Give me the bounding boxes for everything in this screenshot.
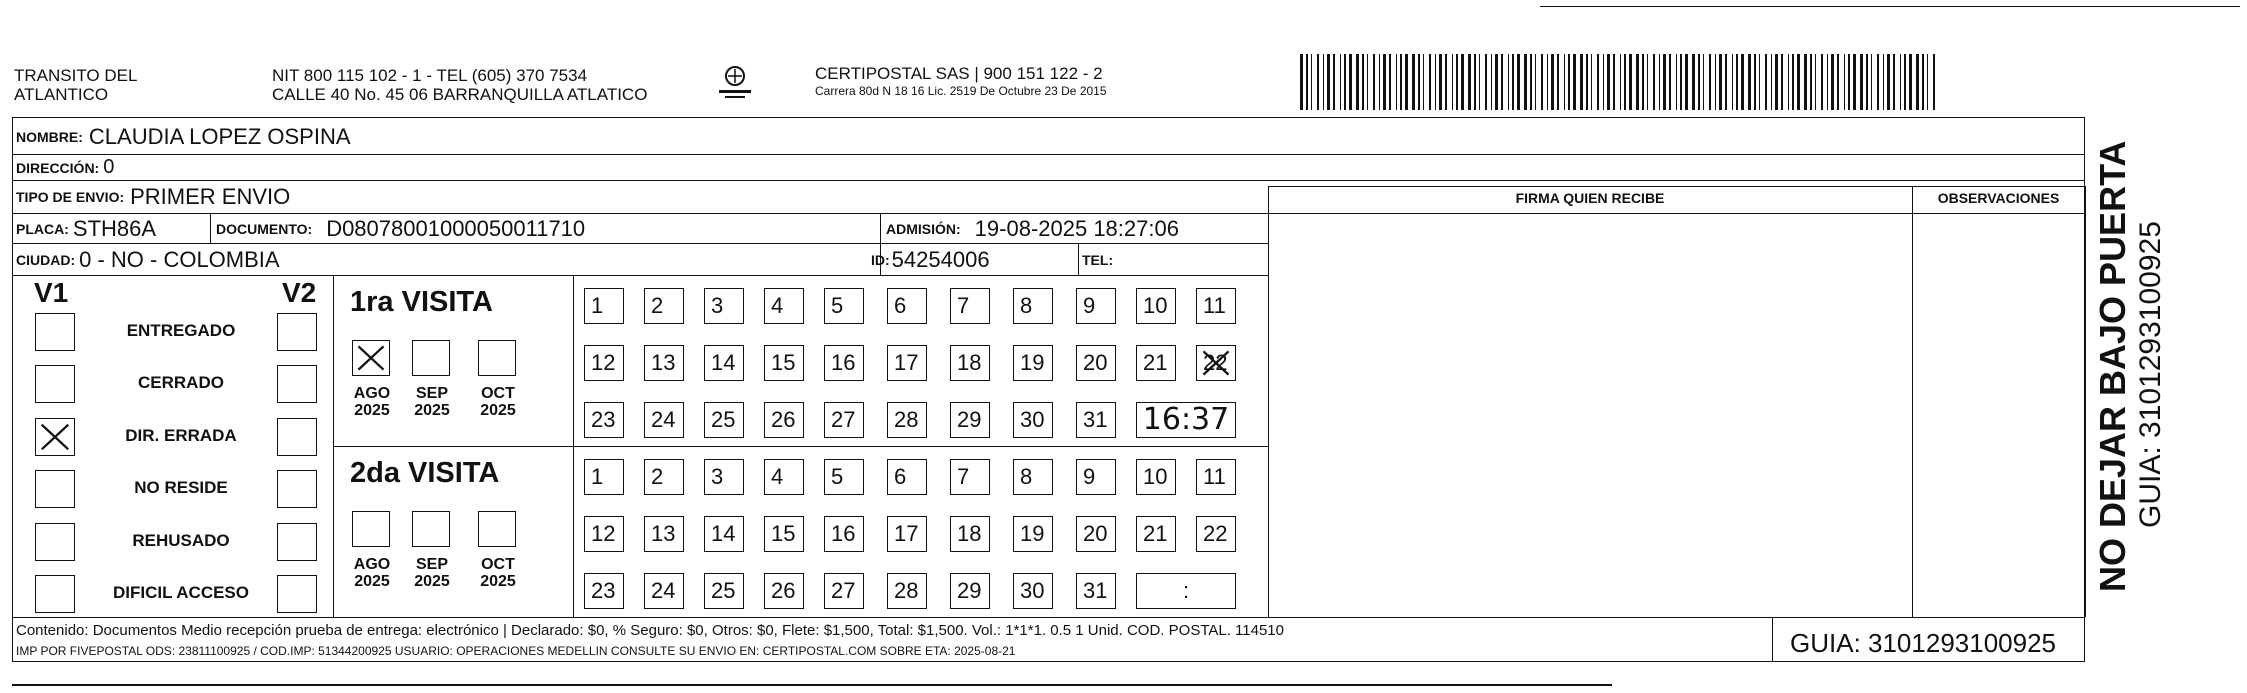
- bottom-rule: [12, 684, 1612, 686]
- barcode-bar: [1736, 54, 1738, 110]
- month-name: OCT: [481, 556, 515, 573]
- barcode-bar: [1848, 54, 1850, 110]
- month-year: 2025: [480, 573, 516, 590]
- barcode-bar: [1887, 54, 1890, 110]
- footer-guia: GUIA: 3101293100925: [1790, 628, 2056, 658]
- day-box[interactable]: 9: [1076, 459, 1116, 495]
- barcode-bar: [1916, 54, 1919, 110]
- barcode-bar: [1725, 54, 1727, 110]
- day-box[interactable]: 18: [950, 345, 990, 381]
- day-box[interactable]: 18: [950, 516, 990, 552]
- v1-header: V1: [34, 277, 69, 308]
- barcode-bar: [1759, 54, 1760, 110]
- barcode-bar: [1933, 54, 1935, 110]
- day-box[interactable]: 28: [887, 402, 927, 438]
- side-guia: GUIA: 3101293100925: [2134, 221, 2167, 528]
- day-box[interactable]: 23: [584, 402, 624, 438]
- barcode-bar: [1389, 54, 1391, 110]
- day-box[interactable]: 14: [704, 516, 744, 552]
- month-year: 2025: [480, 402, 516, 419]
- v1-checkbox[interactable]: [35, 313, 75, 351]
- admision-field: ADMISIÓN: 19-08-2025 18:27:06: [886, 215, 1179, 241]
- barcode-bar: [1573, 54, 1576, 110]
- day-box[interactable]: 13: [644, 516, 684, 552]
- day-box[interactable]: 10: [1136, 288, 1176, 324]
- col-divider: [210, 213, 211, 243]
- status-option-label: NO RESIDE: [134, 478, 228, 497]
- v2-checkbox[interactable]: [277, 575, 317, 613]
- barcode-bar: [1512, 54, 1514, 110]
- status-option-label: DIR. ERRADA: [125, 426, 237, 445]
- barcode-bar: [1323, 54, 1324, 110]
- signature-header-rule: [1268, 186, 2085, 187]
- barcode-bar: [1591, 54, 1592, 110]
- day-number: 22: [1203, 350, 1228, 375]
- barcode-bar: [1333, 54, 1335, 110]
- barcode-bar: [1586, 54, 1588, 110]
- barcode-bar: [1719, 54, 1722, 110]
- day-box[interactable]: 24: [644, 402, 684, 438]
- barcode-bar: [1530, 54, 1532, 110]
- barcode-bar: [1792, 54, 1794, 110]
- col-divider: [1268, 186, 1269, 617]
- barcode-bar: [1603, 54, 1604, 110]
- day-box[interactable]: 25: [704, 402, 744, 438]
- barcode-bar: [1340, 54, 1341, 110]
- v1-checkbox[interactable]: [35, 418, 75, 456]
- barcode-bar: [1306, 54, 1308, 110]
- observaciones-header: OBSERVACIONES: [1937, 190, 2060, 206]
- barcode-bar: [1904, 54, 1906, 110]
- barcode-bar: [1568, 54, 1570, 110]
- barcode-bar: [1383, 54, 1386, 110]
- barcode-bar: [1821, 54, 1823, 110]
- documento-field: DOCUMENTO: D08078001000050011710: [216, 215, 586, 241]
- barcode-bar: [1501, 54, 1503, 110]
- day-box[interactable]: 31: [1076, 402, 1116, 438]
- barcode-bar: [1580, 54, 1583, 110]
- barcode-bar: [1853, 54, 1856, 110]
- day-box[interactable]: 17: [887, 345, 927, 381]
- barcode-bar: [1900, 54, 1901, 110]
- visit-divider: [333, 446, 1268, 447]
- visit-time-field[interactable]: :: [1136, 573, 1236, 609]
- barcode-bar: [1827, 54, 1828, 110]
- carrier-logo-icon: [715, 62, 755, 102]
- status-option-label: DIFICIL ACCESO: [112, 583, 249, 602]
- barcode-bar: [1642, 54, 1644, 110]
- col-divider: [1912, 186, 1913, 617]
- barcode-bar: [1871, 54, 1872, 110]
- day-box[interactable]: 1: [584, 459, 624, 495]
- barcode-bar: [1456, 54, 1458, 110]
- day-box[interactable]: 11: [1196, 288, 1236, 324]
- barcode-bar: [1541, 54, 1543, 110]
- day-box[interactable]: 7: [950, 459, 990, 495]
- day-box[interactable]: 14: [704, 345, 744, 381]
- day-box[interactable]: 21: [1136, 516, 1176, 552]
- barcode-bar: [1620, 54, 1621, 110]
- barcode-bar: [1439, 54, 1442, 110]
- day-box[interactable]: 4: [764, 288, 804, 324]
- barcode-bar: [1810, 54, 1812, 110]
- barcode-bar: [1659, 54, 1660, 110]
- v2-header: V2: [282, 277, 317, 308]
- month-checkbox[interactable]: [412, 340, 450, 376]
- carrier-info: CERTIPOSTAL SAS | 900 151 122 - 2 Carrera 80d N 18 16 Lic. 2519 De Octubre 23 De 2015: [815, 64, 1107, 98]
- day-box[interactable]: 27: [824, 573, 864, 609]
- day-box[interactable]: 23: [584, 573, 624, 609]
- col-divider: [1078, 243, 1079, 275]
- day-box[interactable]: 29: [950, 402, 990, 438]
- barcode-bar: [1547, 54, 1548, 110]
- barcode-bar: [1400, 54, 1402, 110]
- barcode-bar: [1613, 54, 1615, 110]
- barcode-bar: [1669, 54, 1671, 110]
- v1-checkbox[interactable]: [35, 470, 75, 508]
- barcode-bar: [1715, 54, 1716, 110]
- barcode-bar: [1771, 54, 1772, 110]
- month-name: SEP: [415, 556, 448, 573]
- barcode-bar: [1349, 54, 1352, 110]
- tipo-envio-field: TIPO DE ENVIO: PRIMER ENVIO: [16, 184, 291, 209]
- footer-imp: IMP POR FIVEPOSTAL ODS: 23811100925 / COD.IMP: 51344200925 USUARIO: OPERACIONES MEDELLIN CONSULTE SU ENVIO EN: CERTIPOSTAL.COM SOBRE ETA: 2025-08-21: [16, 644, 1016, 658]
- barcode-bar: [1685, 54, 1688, 110]
- barcode-bar: [1692, 54, 1695, 110]
- barcode-bar: [1479, 54, 1480, 110]
- month-label: [470, 385, 526, 419]
- col-divider: [1772, 617, 1773, 662]
- day-box[interactable]: 19: [1013, 345, 1053, 381]
- barcode-bar: [1557, 54, 1559, 110]
- barcode-bar: [1344, 54, 1346, 110]
- barcode-bar: [1435, 54, 1436, 110]
- barcode-bar: [1468, 54, 1471, 110]
- barcode-bar: [1629, 54, 1632, 110]
- barcode-bar: [1517, 54, 1520, 110]
- barcode-bar: [1317, 54, 1319, 110]
- barcode-bar: [1741, 54, 1744, 110]
- day-box[interactable]: 26: [764, 573, 804, 609]
- day-box[interactable]: 20: [1076, 345, 1116, 381]
- day-box[interactable]: 16: [824, 516, 864, 552]
- day-box[interactable]: 2: [644, 459, 684, 495]
- day-box[interactable]: 16: [824, 345, 864, 381]
- row-divider: [12, 275, 1268, 276]
- barcode-bar: [1732, 54, 1733, 110]
- row-divider: [12, 154, 2085, 155]
- day-box[interactable]: 3: [704, 288, 744, 324]
- visit-title: 2da VISITA: [350, 457, 500, 489]
- barcode-bar: [1429, 54, 1431, 110]
- issuer-name: TRANSITO DEL ATLANTICO: [14, 66, 138, 104]
- day-box[interactable]: 30: [1013, 402, 1053, 438]
- month-year: 2025: [354, 573, 390, 590]
- barcode-bar: [1788, 54, 1789, 110]
- barcode-bar: [1647, 54, 1648, 110]
- day-box[interactable]: 15: [764, 516, 804, 552]
- barcode-bar: [1775, 54, 1778, 110]
- barcode-bar: [1495, 54, 1498, 110]
- day-box[interactable]: 5: [824, 288, 864, 324]
- barcode-bar: [1893, 54, 1895, 110]
- barcode-bar: [1877, 54, 1879, 110]
- barcode-bar: [1356, 54, 1359, 110]
- barcode-bar: [1452, 54, 1453, 110]
- day-box[interactable]: 27: [824, 402, 864, 438]
- barcode-bar: [1663, 54, 1666, 110]
- side-warning: NO DEJAR BAJO PUERTA: [2092, 140, 2133, 592]
- day-box[interactable]: [1196, 345, 1236, 381]
- day-mark-icon: [1197, 346, 1235, 380]
- day-box[interactable]: 5: [824, 459, 864, 495]
- barcode-bar: [1927, 54, 1928, 110]
- barcode-bar: [1461, 54, 1464, 110]
- col-divider: [2085, 186, 2086, 617]
- barcode-bar: [1765, 54, 1767, 110]
- barcode-bar: [1373, 54, 1375, 110]
- month-name: AGO: [353, 556, 391, 573]
- day-box[interactable]: 19: [1013, 516, 1053, 552]
- day-box[interactable]: 20: [1076, 516, 1116, 552]
- barcode-bar: [1597, 54, 1599, 110]
- day-box[interactable]: 12: [584, 516, 624, 552]
- day-box[interactable]: 2: [644, 288, 684, 324]
- tel-field: TEL:: [1082, 252, 1114, 268]
- barcode-bar: [1698, 54, 1700, 110]
- firma-header: FIRMA QUIEN RECIBE: [1515, 190, 1665, 206]
- barcode-bar: [1653, 54, 1655, 110]
- month-name: SEP: [415, 385, 448, 402]
- day-box[interactable]: 15: [764, 345, 804, 381]
- day-box[interactable]: 28: [887, 573, 927, 609]
- day-box[interactable]: 13: [644, 345, 684, 381]
- day-box[interactable]: 24: [644, 573, 684, 609]
- month-checkbox[interactable]: [352, 511, 390, 547]
- barcode-bar: [1748, 54, 1751, 110]
- day-box[interactable]: 21: [1136, 345, 1176, 381]
- status-option-label: CERRADO: [138, 373, 224, 392]
- barcode-bar: [1300, 54, 1303, 110]
- status-option-label: REHUSADO: [132, 531, 230, 550]
- barcode-bar: [1831, 54, 1834, 110]
- barcode-bar: [1676, 54, 1677, 110]
- barcode-bar: [1405, 54, 1408, 110]
- barcode-bar: [1551, 54, 1554, 110]
- barcode-bar: [1535, 54, 1536, 110]
- visit-title: 1ra VISITA: [350, 286, 493, 318]
- v1-checkbox[interactable]: [35, 523, 75, 561]
- day-box[interactable]: 25: [704, 573, 744, 609]
- id-field: ID: 54254006: [871, 247, 990, 272]
- barcode-bar: [1922, 54, 1924, 110]
- barcode-bar: [1883, 54, 1884, 110]
- barcode-bar: [1396, 54, 1397, 110]
- day-box[interactable]: 8: [1013, 288, 1053, 324]
- day-box[interactable]: 3: [704, 459, 744, 495]
- barcode-bar: [1636, 54, 1639, 110]
- barcode-bar: [1815, 54, 1816, 110]
- barcode-bar: [1362, 54, 1364, 110]
- month-label: [344, 385, 400, 419]
- top-rule: [1540, 6, 2240, 7]
- v2-checkbox[interactable]: [277, 313, 317, 351]
- day-box[interactable]: 22: [1196, 516, 1236, 552]
- day-box[interactable]: 8: [1013, 459, 1053, 495]
- visit-time-field[interactable]: 16:37: [1136, 402, 1236, 438]
- month-checkbox[interactable]: [478, 511, 516, 547]
- v2-checkbox[interactable]: [277, 365, 317, 403]
- month-label: [344, 556, 400, 590]
- placa-field: PLACA: STH86A: [16, 215, 157, 241]
- status-option-label: ENTREGADO: [126, 321, 236, 340]
- day-box[interactable]: 17: [887, 516, 927, 552]
- v1-checkbox[interactable]: [35, 365, 75, 403]
- barcode-bar: [1508, 54, 1509, 110]
- day-box[interactable]: 29: [950, 573, 990, 609]
- barcode-bar: [1445, 54, 1447, 110]
- nombre-field: NOMBRE: CLAUDIA LOPEZ OSPINA: [16, 124, 351, 149]
- day-box[interactable]: 7: [950, 288, 990, 324]
- month-label: [404, 556, 460, 590]
- v2-checkbox[interactable]: [277, 470, 317, 508]
- v2-checkbox[interactable]: [277, 523, 317, 561]
- day-box[interactable]: 30: [1013, 573, 1053, 609]
- barcode-bar: [1844, 54, 1845, 110]
- barcode-bar: [1866, 54, 1868, 110]
- barcode-bar: [1418, 54, 1420, 110]
- barcode-bar: [1491, 54, 1492, 110]
- barcode-bar: [1909, 54, 1912, 110]
- month-year: 2025: [414, 402, 450, 419]
- barcode-bar: [1797, 54, 1800, 110]
- day-box[interactable]: 26: [764, 402, 804, 438]
- v2-checkbox[interactable]: [277, 418, 317, 456]
- barcode-bar: [1327, 54, 1330, 110]
- barcode-bar: [1860, 54, 1863, 110]
- row-divider: [12, 617, 2085, 618]
- month-checkbox[interactable]: [478, 340, 516, 376]
- month-name: OCT: [481, 385, 515, 402]
- barcode-bar: [1781, 54, 1783, 110]
- barcode: [1300, 54, 1940, 110]
- day-box[interactable]: 6: [887, 288, 927, 324]
- row-divider: [12, 243, 1268, 244]
- barcode-bar: [1474, 54, 1476, 110]
- day-box[interactable]: 6: [887, 459, 927, 495]
- barcode-bar: [1412, 54, 1415, 110]
- month-year: 2025: [354, 402, 390, 419]
- day-box[interactable]: 9: [1076, 288, 1116, 324]
- barcode-bar: [1379, 54, 1380, 110]
- month-checkbox[interactable]: [412, 511, 450, 547]
- day-box[interactable]: 10: [1136, 459, 1176, 495]
- month-year: 2025: [414, 573, 450, 590]
- barcode-bar: [1624, 54, 1626, 110]
- barcode-bar: [1367, 54, 1368, 110]
- day-box[interactable]: 1: [584, 288, 624, 324]
- barcode-bar: [1837, 54, 1839, 110]
- barcode-bar: [1703, 54, 1704, 110]
- ciudad-field: CIUDAD: 0 - NO - COLOMBIA: [16, 247, 280, 272]
- barcode-bar: [1804, 54, 1807, 110]
- v1-checkbox[interactable]: [35, 575, 75, 613]
- issuer-contact: NIT 800 115 102 - 1 - TEL (605) 370 7534 CALLE 40 No. 45 06 BARRANQUILLA ATLATICO: [272, 66, 648, 104]
- month-name: AGO: [353, 385, 391, 402]
- month-label: [470, 556, 526, 590]
- day-box[interactable]: 12: [584, 345, 624, 381]
- direccion-field: DIRECCIÓN: 0: [16, 156, 115, 178]
- barcode-bar: [1754, 54, 1756, 110]
- barcode-bar: [1485, 54, 1487, 110]
- day-box[interactable]: 4: [764, 459, 804, 495]
- row-divider: [12, 180, 2085, 181]
- day-box[interactable]: 11: [1196, 459, 1236, 495]
- barcode-bar: [1607, 54, 1610, 110]
- month-checkbox[interactable]: [352, 340, 390, 376]
- barcode-bar: [1709, 54, 1711, 110]
- barcode-bar: [1423, 54, 1424, 110]
- barcode-bar: [1311, 54, 1312, 110]
- month-label: [404, 385, 460, 419]
- day-box[interactable]: 31: [1076, 573, 1116, 609]
- barcode-bar: [1564, 54, 1565, 110]
- barcode-bar: [1680, 54, 1682, 110]
- barcode-bar: [1524, 54, 1527, 110]
- footer-contenido: Contenido: Documentos Medio recepción prueba de entrega: electrónico | Declarado: $0, % Seguro: $0, Otros: $0, Flete: $1,500, Total: $1,500. Vol.: 1*1*1. 0.5 1 Unid. COD. POSTAL. 114510: [16, 622, 1284, 639]
